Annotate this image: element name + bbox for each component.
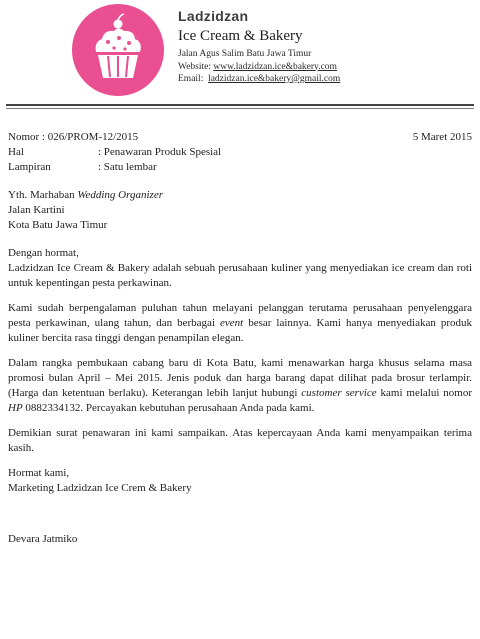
recipient-line1 [8, 188, 472, 203]
letter-number: Nomor : 026/PROM-12/2015 [8, 131, 139, 143]
lampiran-value: : Satu lembar [98, 161, 157, 173]
company-website [178, 61, 340, 74]
recipient-line3: Kota Batu Jawa Timur [8, 219, 108, 231]
lampiran-row [8, 160, 472, 175]
signer-organization: Marketing Ladzidzan Ice Crem & Bakery [8, 482, 192, 494]
paragraph-4: Demikian surat penawaran ini kami sampaikan. Atas kepercayaan Anda kami menyampaikan terima kasih. [8, 427, 472, 454]
company-email [178, 73, 340, 86]
email-label: Email: [178, 74, 204, 84]
header-divider-thin [6, 108, 474, 109]
signer-name: Devara Jatmiko [8, 533, 78, 545]
nomor-row [8, 130, 472, 145]
hal-row [8, 145, 472, 160]
company-name: Ladzidzan [178, 8, 249, 24]
cupcake-logo-icon [72, 4, 164, 96]
company-address: Jalan Agus Salim Batu Jawa Timur [178, 49, 312, 59]
hal-value: : Penawaran Produk Spesial [98, 146, 222, 158]
recipient-type: Wedding Organizer [77, 189, 164, 201]
letter-body [8, 130, 472, 547]
header-divider [6, 104, 474, 106]
hal-label: Hal [8, 146, 24, 158]
paragraph-2: Kami sudah berpengalaman puluhan tahun melayani pelanggan terutama perusahaan penyelenggara pesta perkawinan, ulang tahun, dan berbagai event besar lainnya. Kami hanya menyediakan produk kuliner bercita rasa tinggi dengan penampilan elegan. [8, 302, 473, 344]
closing: Hormat kami, [8, 467, 70, 479]
lampiran-label: Lampiran [8, 161, 51, 173]
letter-date: 5 Maret 2015 [412, 131, 472, 143]
email-link[interactable]: ladzidzan.ice&bakery@gmail.com [208, 74, 341, 84]
company-subtitle: Ice Cream & Bakery [178, 28, 303, 44]
recipient-name: Yth. Marhaban [8, 189, 75, 201]
letterhead [178, 8, 340, 86]
website-link[interactable]: www.ladzidzan.ice&bakery.com [213, 61, 337, 72]
paragraph-3: Dalam rangka pembukaan cabang baru di Kota Batu, kami menawarkan harga khusus selama masa promosi bulan April – Mei 2015. Jenis poduk dan harga barang dapat dilihat pada brosur terlampir. (Harga dan ketentuan berlaku). Keterangan lebih lanjut hubungi customer service kami melalui nomor HP 0882334132. Percayakan kebutuhan perusahaan Anda pada kami. [8, 357, 473, 414]
website-label: Website: [178, 61, 212, 72]
greeting: Dengan hormat, [8, 247, 79, 259]
paragraph-1: Ladzidzan Ice Cream & Bakery adalah sebuah perusahaan kuliner yang menyediakan ice cream dan roti untuk kepentingan pesta perkawinan. [8, 262, 472, 289]
recipient-line2: Jalan Kartini [8, 204, 65, 216]
